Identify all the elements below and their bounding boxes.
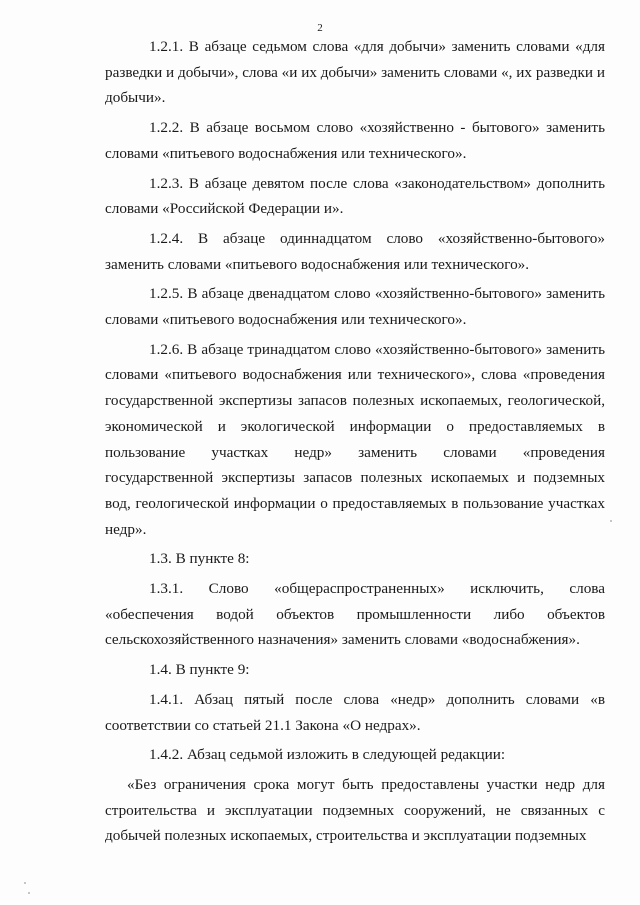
paragraph-1-3: 1.3. В пункте 8: — [149, 550, 250, 568]
quoted-paragraph: «Без ограничения срока могут быть предоставлены участки недр для строительства и эксплуатации подземных сооружений, не связанных с добычей полезных ископаемых, строительства и эксплуатации подземных — [105, 775, 605, 845]
paragraph-1-2-6: 1.2.6. В абзаце тринадцатом слово «хозяйственно-бытового» заменить словами «питьевого водоснабжения или технического», слова «проведения государственной экспертизы запасов полезных ископаемых, геологической, экономической и экологической информации о предоставляемых в пользование участках недр» заменить словами «проведения государственной экспертизы запасов полезных ископаемых и подземных вод, геологической информации о предоставляемых в пользование участках недр». — [105, 340, 605, 538]
paragraph-1-4: 1.4. В пункте 9: — [149, 661, 250, 679]
document-body — [105, 34, 605, 849]
page-number: 2 — [317, 22, 323, 34]
paragraph-1-2-2: 1.2.2. В абзаце восьмом слово «хозяйственно - бытового» заменить словами «питьевого водоснабжения или технического». — [105, 119, 605, 162]
scan-speck — [24, 882, 26, 884]
paragraph-1-2-4: 1.2.4. В абзаце одиннадцатом слово «хозяйственно-бытового» заменить словами «питьевого водоснабжения или технического». — [105, 229, 605, 273]
scan-speck — [610, 520, 612, 522]
scan-speck — [28, 892, 30, 894]
paragraph-1-2-1: 1.2.1. В абзаце седьмом слова «для добычи» заменить словами «для разведки и добычи», слова «и их добычи» заменить словами «, их разведки и добычи». — [105, 38, 605, 107]
paragraph-1-4-2: 1.4.2. Абзац седьмой изложить в следующей редакции: — [149, 746, 506, 764]
paragraph-1-3-1: 1.3.1. Слово «общераспространенных» исключить, слова «обеспечения водой объектов промышленности либо объектов сельскохозяйственного назначения» заменить словами «водоснабжения». — [105, 580, 605, 649]
paragraph-1-2-3: 1.2.3. В абзаце девятом после слова «законодательством» дополнить словами «Российской Федерации и». — [105, 174, 605, 218]
paragraph-1-2-5: 1.2.5. В абзаце двенадцатом слово «хозяйственно-бытового» заменить словами «питьевого водоснабжения или технического». — [105, 285, 605, 329]
paragraph-1-4-1: 1.4.1. Абзац пятый после слова «недр» дополнить словами «в соответствии со статьей 21.1 Закона «О недрах». — [105, 690, 605, 734]
